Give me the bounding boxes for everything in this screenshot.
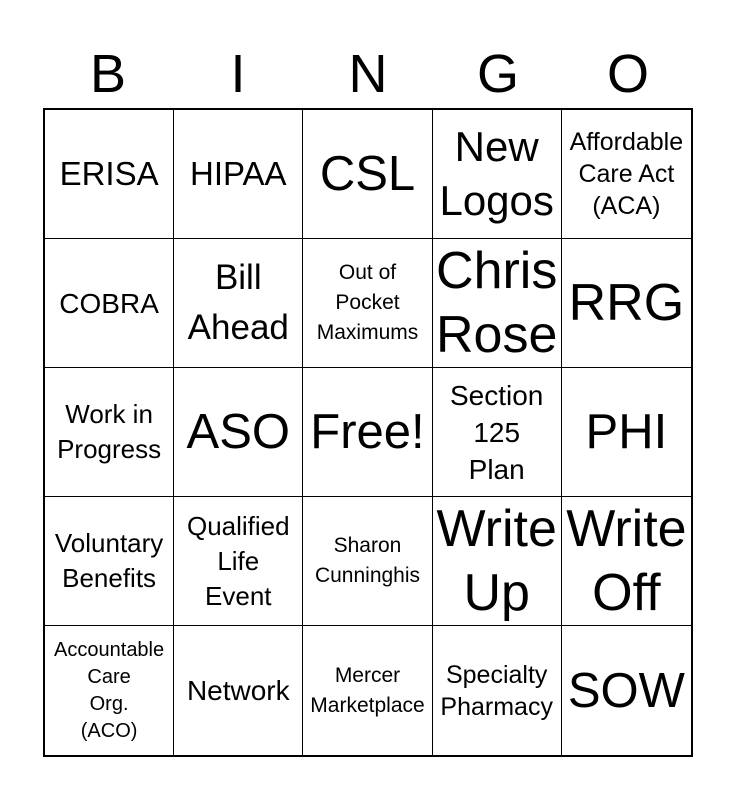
cell-label: Out of Pocket Maximums [316, 261, 419, 344]
cell-label: Sharon Cunninghis [314, 534, 421, 587]
bingo-cell[interactable] [45, 239, 174, 368]
bingo-cell[interactable] [174, 497, 303, 626]
bingo-cell[interactable] [303, 239, 432, 368]
bingo-cell[interactable] [433, 239, 562, 368]
header-letter-g: G [476, 44, 519, 104]
bingo-cell[interactable] [433, 626, 562, 755]
bingo-cell[interactable] [562, 626, 691, 755]
cell-label: Network [186, 675, 290, 706]
header-letter-o: O [606, 44, 649, 104]
cell-label: CSL [319, 147, 416, 201]
cell-label: New Logos [439, 123, 554, 224]
free-space-label: Free! [310, 405, 425, 459]
header-letter-i: I [230, 44, 246, 104]
bingo-header [43, 42, 693, 106]
cell-label: Affordable Care Act (ACA) [569, 128, 684, 220]
bingo-cell[interactable] [303, 626, 432, 755]
bingo-cell[interactable] [562, 239, 691, 368]
bingo-cell[interactable] [303, 110, 432, 239]
bingo-cell[interactable] [174, 626, 303, 755]
bingo-cell[interactable] [45, 626, 174, 755]
bingo-card [43, 108, 693, 757]
bingo-cell[interactable] [562, 110, 691, 239]
header-letter-n: N [348, 44, 388, 104]
cell-label: Bill Ahead [187, 258, 289, 347]
cell-label: Write Off [566, 500, 687, 622]
bingo-cell[interactable] [45, 497, 174, 626]
bingo-cell[interactable] [174, 368, 303, 497]
bingo-cell[interactable] [45, 110, 174, 239]
header-letter-b: B [89, 44, 127, 104]
bingo-cell[interactable] [45, 368, 174, 497]
cell-label: Section 125 Plan [449, 379, 544, 485]
bingo-cell[interactable] [433, 110, 562, 239]
cell-label: HIPAA [189, 155, 287, 192]
cell-label: PHI [585, 405, 668, 459]
cell-label: ASO [186, 405, 291, 459]
cell-label: Voluntary Benefits [54, 528, 164, 593]
cell-label: Specialty Pharmacy [440, 660, 553, 721]
cell-label: SOW [567, 663, 685, 718]
cell-label: RRG [568, 274, 685, 332]
cell-label: Chris Rose [435, 242, 558, 364]
cell-label: Accountable Care Org. (ACO) [54, 638, 165, 742]
bingo-cell[interactable] [433, 497, 562, 626]
cell-label: COBRA [59, 287, 159, 319]
bingo-cell[interactable] [174, 110, 303, 239]
bingo-cell[interactable] [433, 368, 562, 497]
cell-label: Write Up [436, 500, 557, 622]
bingo-cell[interactable] [562, 368, 691, 497]
bingo-cell[interactable] [174, 239, 303, 368]
cell-label: Qualified Life Event [186, 510, 290, 611]
bingo-cell free-space[interactable] [303, 368, 432, 497]
bingo-cell[interactable] [303, 497, 432, 626]
bingo-cell[interactable] [562, 497, 691, 626]
cell-label: ERISA [59, 155, 159, 192]
cell-label: Work in Progress [57, 399, 162, 464]
cell-label: Mercer Marketplace [310, 663, 425, 717]
